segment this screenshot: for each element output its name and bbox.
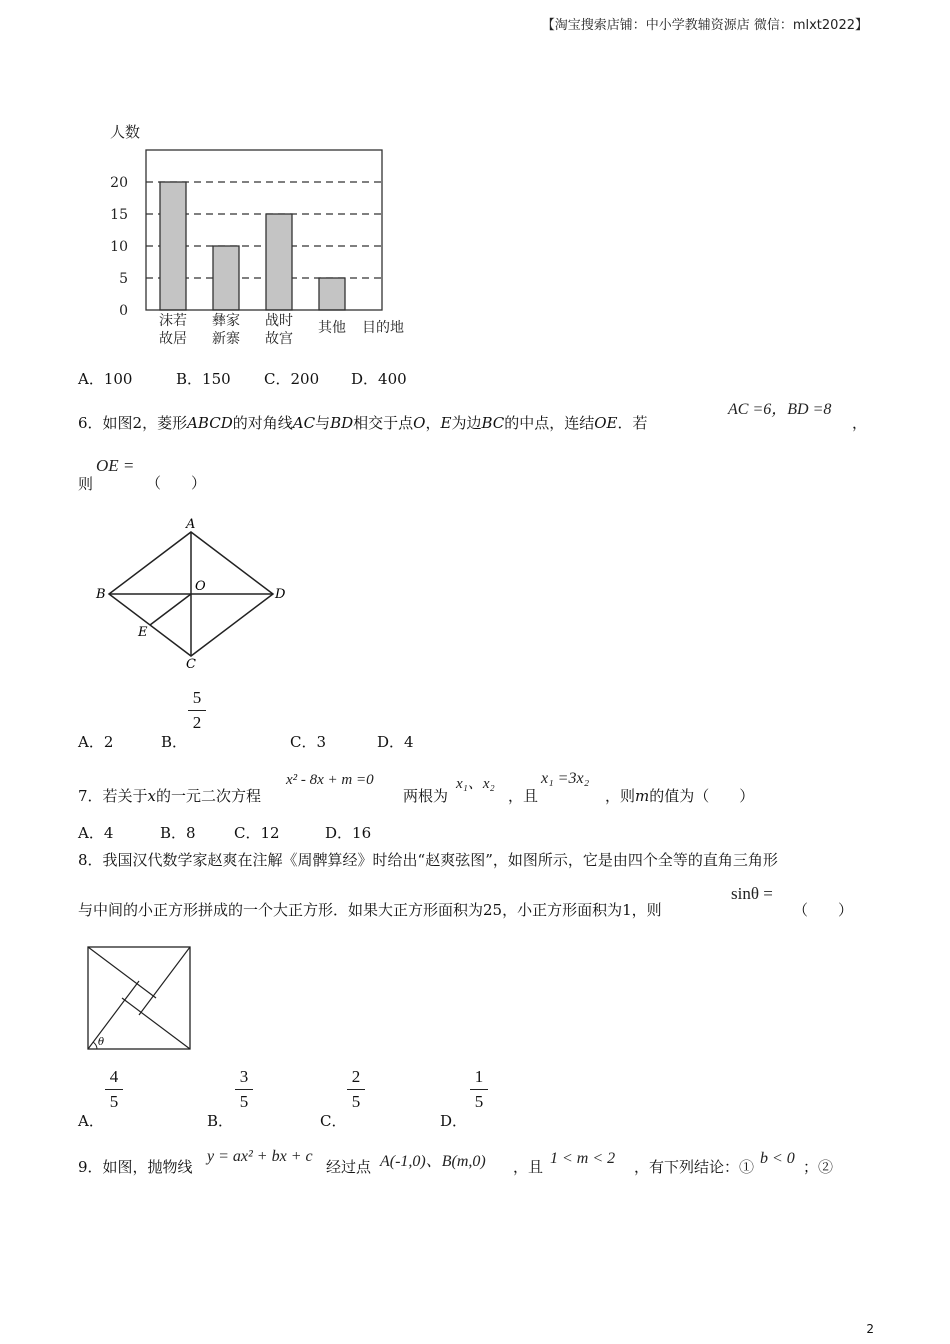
chart-xtick-label: 新寨 — [212, 331, 240, 347]
q5-option-d: D．400 — [351, 370, 407, 388]
chart-xlabel: 目的地 — [362, 320, 404, 336]
q7-stem-c: ，且 — [508, 787, 539, 805]
q9-stem-b: 经过点 — [326, 1158, 372, 1176]
q9-points: A(-1,0)、B(m,0) — [380, 1153, 486, 1170]
q7-equation: x² - 8x + m =0 — [286, 772, 374, 788]
chart-ytick-label: 20 — [110, 175, 128, 191]
chart-xtick-label: 其他 — [318, 320, 346, 336]
q6-condition: AC =6，BD =8 — [728, 401, 832, 418]
q7-stem-b: 两根为 — [403, 787, 449, 805]
chart-xtick-label: 故宫 — [265, 331, 293, 347]
q8-option-c-fraction: 2 5 — [347, 1067, 365, 1112]
q7-option-b: B．8 — [160, 824, 196, 842]
chart-bar — [160, 182, 186, 310]
q9-stem-d: ，有下列结论：① — [634, 1158, 755, 1176]
q8-option-b: B． — [207, 1112, 234, 1130]
q6-comma: ， — [852, 414, 868, 432]
page-header: 【淘宝搜索店铺：中小学教辅资源店 微信：mlxt2022】 — [541, 18, 868, 33]
q8-option-a-fraction: 4 5 — [105, 1067, 123, 1112]
q6-paren: （ ） — [146, 474, 207, 492]
q8-option-b-fraction: 3 5 — [235, 1067, 253, 1112]
q6-option-b-fraction: 5 2 — [188, 688, 206, 733]
q7-option-c: C．12 — [234, 824, 280, 842]
q9-stem-c: ，且 — [513, 1158, 544, 1176]
q8-option-c: C． — [320, 1112, 347, 1130]
q6-option-a: A．2 — [78, 733, 114, 751]
q6-option-c: C．3 — [290, 733, 327, 751]
q7-stem-a: 7．若关于x的一元二次方程 — [78, 787, 262, 805]
label-c: C — [186, 657, 196, 672]
q8-sin-equation: sinθ = — [731, 884, 773, 903]
q9-stem-e: ；② — [803, 1158, 834, 1176]
q6-stem: 6．如图2，菱形ABCD的对角线AC与BD相交于点O，E为边BC的中点，连结OE．若 — [78, 414, 648, 432]
q7-condition: x₁ =3x₂ — [541, 770, 590, 787]
q5-option-c: C．200 — [264, 370, 320, 388]
q9-conclusion-1: b < 0 — [760, 1150, 795, 1167]
q8-option-d-fraction: 1 5 — [470, 1067, 488, 1112]
label-b: B — [96, 587, 106, 602]
q7-option-d: D．16 — [325, 824, 372, 842]
q6-rhombus-figure — [92, 512, 297, 672]
chart-xtick-label: 战时 — [265, 313, 293, 329]
q8-line-1: 8．我国汉代数学家赵爽在注解《周髀算经》时给出“赵爽弦图”，如图所示，它是由四个全等的直角三角形 — [78, 851, 778, 869]
chart-ytick-label: 15 — [110, 207, 128, 223]
label-a: A — [186, 517, 196, 532]
page-number: 2 — [866, 1322, 874, 1336]
chart-xtick-label: 沫若 — [159, 313, 187, 329]
q6-ze: 则 — [78, 475, 94, 493]
chart-xtick-label: 故居 — [159, 331, 187, 347]
chart-bar — [213, 246, 239, 310]
label-o: O — [195, 579, 206, 594]
chart-bar — [266, 214, 292, 310]
q5-bar-chart — [100, 115, 430, 360]
theta-arc — [93, 1042, 97, 1049]
q9-equation: y = ax² + bx + c — [207, 1148, 313, 1165]
q9-stem-a: 9．如图，抛物线 — [78, 1158, 193, 1176]
chart-xtick-label: 彝家 — [212, 313, 240, 329]
theta-label: θ — [98, 1037, 105, 1048]
q7-option-a: A．4 — [78, 824, 114, 842]
q9-condition: 1 < m < 2 — [550, 1150, 616, 1167]
big-square — [88, 947, 190, 1049]
q8-option-d: D． — [440, 1112, 468, 1130]
chart-ylabel: 人数 — [110, 123, 141, 141]
chart-ytick-label: 0 — [119, 303, 128, 319]
q8-line-2: 与中间的小正方形拼成的一个大正方形．如果大正方形面积为25，小正方形面积为1，则 — [78, 901, 662, 919]
label-d: D — [275, 587, 286, 602]
q8-option-a: A． — [78, 1112, 104, 1130]
chart-bar — [319, 278, 345, 310]
q7-roots: x₁、x₂ — [456, 776, 495, 792]
q5-option-a: A．100 — [78, 370, 133, 388]
q5-option-b: B．150 — [176, 370, 231, 388]
q6-option-b: B． — [161, 733, 188, 751]
q8-paren: （ ） — [793, 901, 854, 919]
chart-ytick-label: 10 — [110, 239, 128, 255]
q6-oe-equation: OE = — [96, 456, 135, 475]
segment-oe — [150, 594, 191, 625]
label-e: E — [138, 625, 148, 640]
q7-stem-d: ，则m的值为（ ） — [605, 787, 755, 805]
q8-zhao-shuang-figure — [86, 945, 194, 1051]
chart-ytick-label: 5 — [119, 271, 128, 287]
q6-option-d: D．4 — [377, 733, 414, 751]
